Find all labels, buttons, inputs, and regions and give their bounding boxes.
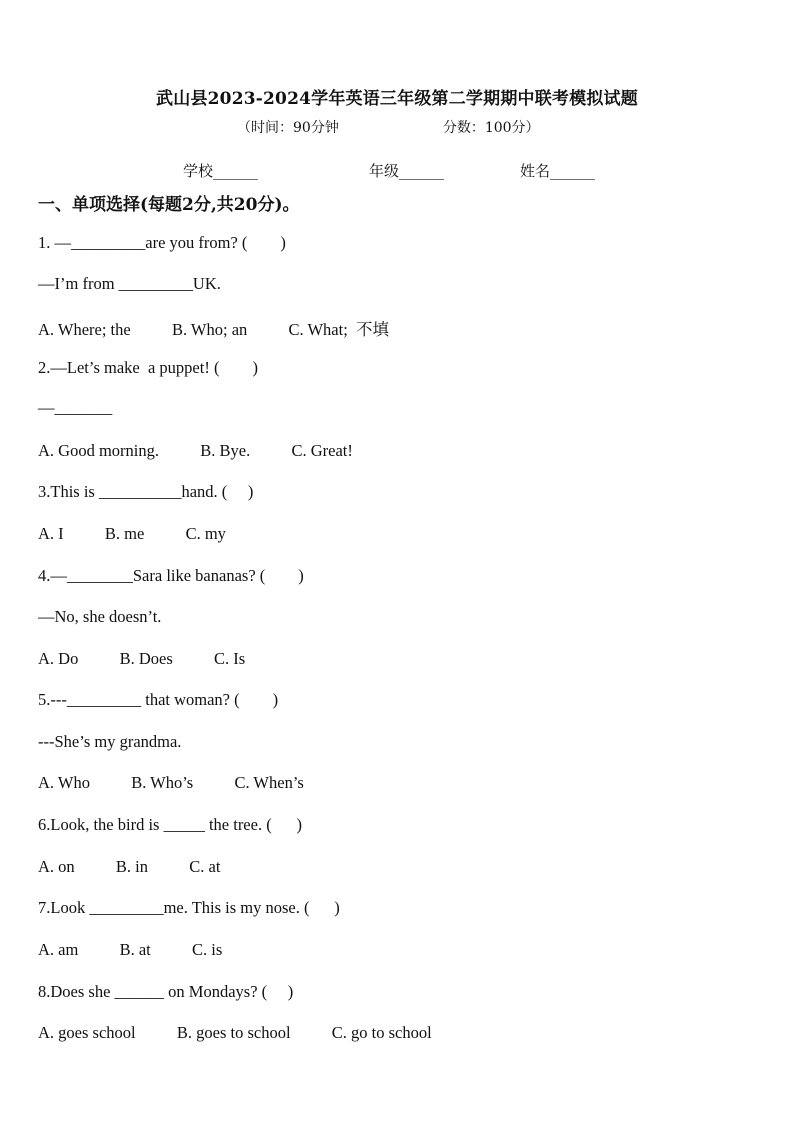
options-2: A. Good morning. B. Bye. C. Great! <box>38 441 353 460</box>
grade-field: 年级______ <box>369 162 445 180</box>
question-6: 6.Look, the bird is _____ the tree. ( ) <box>38 815 302 834</box>
question-1: 1. —_________are you from? ( ) <box>38 233 286 252</box>
answer-line-1: —I’m from _________UK. <box>38 274 221 293</box>
answer-line-2: —_______ <box>38 398 113 417</box>
section-heading: 一、单项选择(每题2分,共20分)。 <box>38 195 300 215</box>
exam-meta <box>237 117 540 137</box>
options-5: A. Who B. Who’s C. When’s <box>38 773 304 792</box>
school-field: 学校______ <box>183 162 259 180</box>
question-4: 4.—________Sara like bananas? ( ) <box>38 566 304 585</box>
page-title: 武山县2023-2024学年英语三年级第二学期期中联考模拟试题 <box>156 89 638 109</box>
question-2: 2.—Let’s make a puppet! ( ) <box>38 358 258 377</box>
question-8: 8.Does she ______ on Mondays? ( ) <box>38 982 294 1001</box>
exam-score: 分数：100分） <box>442 120 540 136</box>
question-7: 7.Look _________me. This is my nose. ( ) <box>38 898 340 917</box>
options-4: A. Do B. Does C. Is <box>38 649 246 668</box>
question-5: 5.---_________ that woman? ( ) <box>38 690 279 709</box>
name-field: 姓名______ <box>520 162 596 180</box>
options-1: A. Where; the B. Who; an C. What; 不填 <box>38 320 390 339</box>
options-8: A. goes school B. goes to school C. go to school <box>38 1023 432 1042</box>
options-6: A. on B. in C. at <box>38 857 221 876</box>
answer-line-5: ---She’s my grandma. <box>38 732 182 751</box>
answer-line-4: —No, she doesn’t. <box>38 607 162 626</box>
options-7: A. am B. at C. is <box>38 940 223 959</box>
exam-time: （时间：90分钟 <box>237 120 339 136</box>
options-3: A. I B. me C. my <box>38 524 226 543</box>
question-3: 3.This is __________hand. ( ) <box>38 482 254 501</box>
